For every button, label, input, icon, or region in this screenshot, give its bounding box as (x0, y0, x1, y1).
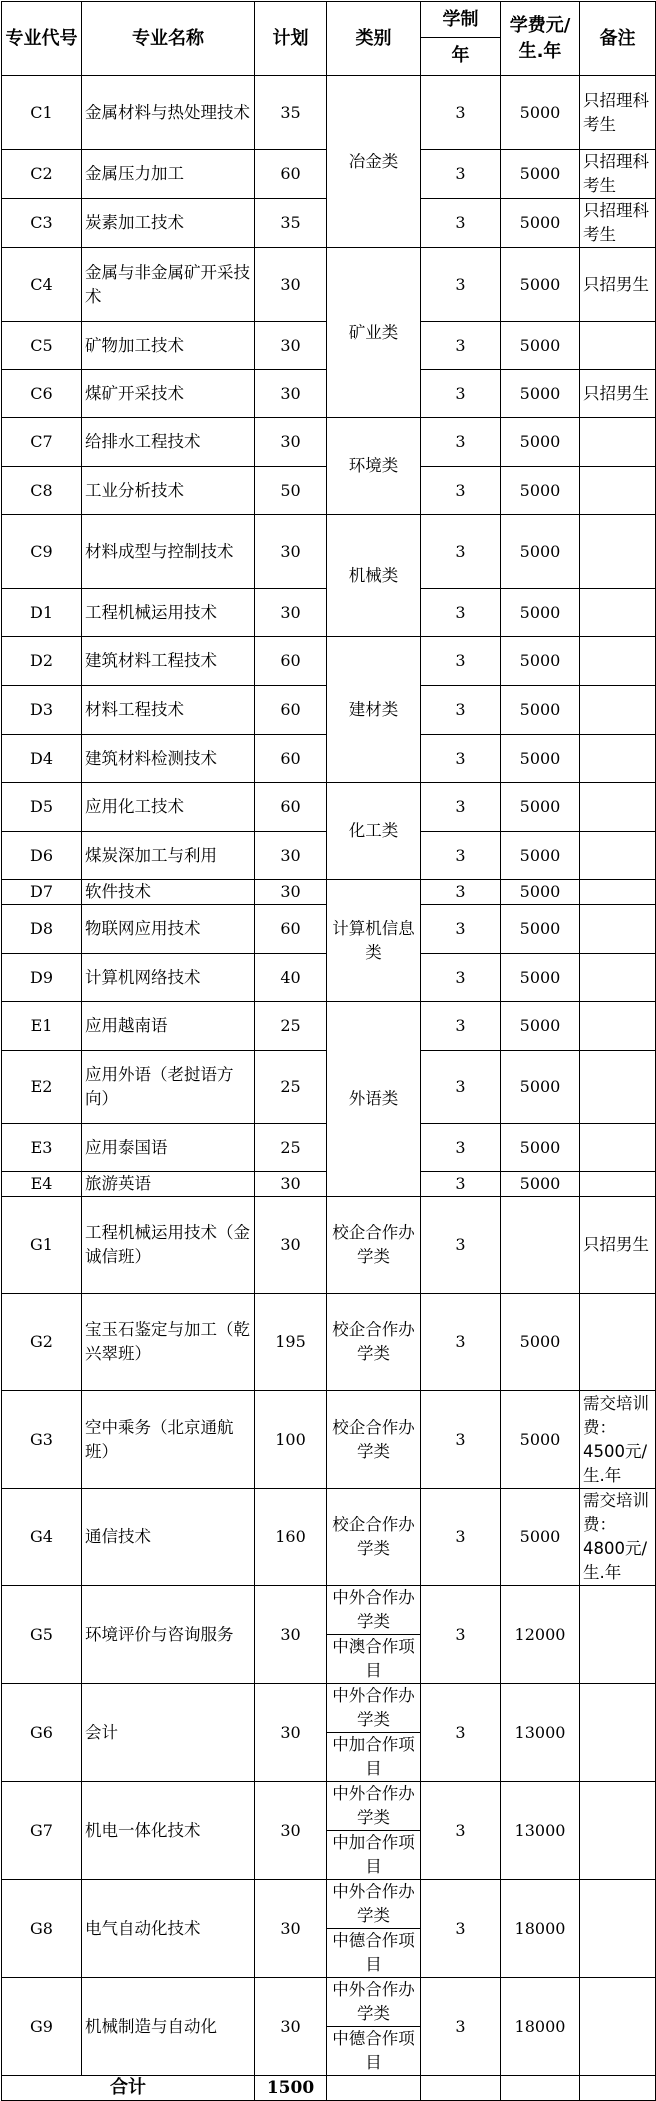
row-years: 3 (421, 783, 501, 832)
row-plan: 30 (255, 1880, 327, 1978)
table-row (2, 1978, 656, 2076)
table-row (2, 1391, 656, 1489)
row-fee: 5000 (501, 1051, 580, 1124)
row-fee: 5000 (501, 1172, 580, 1197)
row-code: D1 (2, 589, 82, 637)
row-name: 应用越南语 (82, 1002, 255, 1051)
row-fee: 5000 (501, 1294, 580, 1391)
category-cell: 建材类 (327, 637, 421, 783)
header-name: 专业名称 (82, 2, 255, 76)
row-years: 3 (421, 832, 501, 880)
row-plan: 30 (255, 1782, 327, 1880)
row-fee: 5000 (501, 515, 580, 589)
row-name: 工业分析技术 (82, 467, 255, 515)
row-plan: 60 (255, 150, 327, 199)
header-code: 专业代号 (2, 2, 82, 76)
row-plan: 60 (255, 905, 327, 954)
total-empty-cell (580, 2076, 656, 2101)
category-cell: 校企合作办学类 (327, 1294, 421, 1391)
category-bottom: 中德合作项目 (327, 2026, 420, 2075)
row-fee: 5000 (501, 637, 580, 686)
row-code: C7 (2, 418, 82, 467)
table-row (2, 880, 656, 905)
row-note (580, 467, 656, 515)
row-name: 煤炭深加工与利用 (82, 832, 255, 880)
header-plan: 计划 (255, 2, 327, 76)
row-name: 旅游英语 (82, 1172, 255, 1197)
row-years: 3 (421, 370, 501, 418)
row-name: 材料成型与控制技术 (82, 515, 255, 589)
row-note (580, 637, 656, 686)
row-plan: 30 (255, 880, 327, 905)
category-bottom: 中加合作项目 (327, 1830, 420, 1879)
row-name: 机电一体化技术 (82, 1782, 255, 1880)
row-code: E2 (2, 1051, 82, 1124)
row-note (580, 1002, 656, 1051)
category-cell (327, 1782, 421, 1880)
row-fee: 5000 (501, 248, 580, 322)
table-row (2, 248, 656, 322)
row-years: 3 (421, 1586, 501, 1684)
header-fee: 学费元/生.年 (501, 2, 580, 76)
row-name: 给排水工程技术 (82, 418, 255, 467)
table-row (2, 1002, 656, 1051)
row-name: 金属与非金属矿开采技术 (82, 248, 255, 322)
row-note (580, 1124, 656, 1172)
row-note (580, 515, 656, 589)
row-years: 3 (421, 467, 501, 515)
row-plan: 60 (255, 783, 327, 832)
header-note: 备注 (580, 2, 656, 76)
row-fee: 5000 (501, 686, 580, 735)
total-value: 1500 (255, 2076, 327, 2101)
row-note: 需交培训费：4800元/生.年 (580, 1489, 656, 1586)
category-cell (327, 1880, 421, 1978)
row-name: 应用化工技术 (82, 783, 255, 832)
row-years: 3 (421, 418, 501, 467)
row-code: E3 (2, 1124, 82, 1172)
row-name: 空中乘务（北京通航班） (82, 1391, 255, 1489)
category-top: 中外合作办学类 (332, 1588, 415, 1631)
table-row (2, 1586, 656, 1684)
row-fee: 12000 (501, 1586, 580, 1684)
row-code: D6 (2, 832, 82, 880)
row-years: 3 (421, 637, 501, 686)
row-note (580, 1294, 656, 1391)
row-years: 3 (421, 905, 501, 954)
row-years: 3 (421, 589, 501, 637)
row-plan: 30 (255, 322, 327, 370)
row-years: 3 (421, 880, 501, 905)
row-years: 3 (421, 1880, 501, 1978)
row-years: 3 (421, 954, 501, 1002)
row-code: G2 (2, 1294, 82, 1391)
row-plan: 30 (255, 832, 327, 880)
category-cell: 校企合作办学类 (327, 1489, 421, 1586)
row-name: 工程机械运用技术 (82, 589, 255, 637)
row-fee: 5000 (501, 1489, 580, 1586)
row-fee: 5000 (501, 76, 580, 150)
table-row (2, 1489, 656, 1586)
row-note (580, 832, 656, 880)
row-code: G4 (2, 1489, 82, 1586)
row-code: G6 (2, 1684, 82, 1782)
row-plan: 35 (255, 76, 327, 150)
row-years: 3 (421, 1124, 501, 1172)
row-years: 3 (421, 76, 501, 150)
row-code: G8 (2, 1880, 82, 1978)
row-name: 通信技术 (82, 1489, 255, 1586)
row-name: 工程机械运用技术（金诚信班） (82, 1197, 255, 1294)
table-row (2, 1880, 656, 1978)
row-name: 建筑材料检测技术 (82, 735, 255, 783)
row-note: 只招男生 (580, 248, 656, 322)
header-years-line1: 学制 (421, 3, 500, 38)
table-row (2, 418, 656, 467)
table-row (2, 783, 656, 832)
row-note (580, 783, 656, 832)
row-name: 电气自动化技术 (82, 1880, 255, 1978)
row-name: 计算机网络技术 (82, 954, 255, 1002)
table-row (2, 515, 656, 589)
category-cell (327, 1978, 421, 2076)
row-note (580, 1051, 656, 1124)
row-note (580, 418, 656, 467)
row-note: 只招男生 (580, 370, 656, 418)
total-empty-cell (327, 2076, 421, 2101)
row-plan: 30 (255, 370, 327, 418)
header-row (2, 2, 656, 76)
row-note: 只招理科考生 (580, 199, 656, 248)
row-code: C5 (2, 322, 82, 370)
row-fee: 5000 (501, 954, 580, 1002)
row-code: D9 (2, 954, 82, 1002)
row-plan: 160 (255, 1489, 327, 1586)
category-cell: 校企合作办学类 (327, 1391, 421, 1489)
row-fee: 5000 (501, 589, 580, 637)
row-fee (501, 1197, 580, 1294)
row-code: C8 (2, 467, 82, 515)
row-fee: 5000 (501, 1391, 580, 1489)
row-note: 只招理科考生 (580, 150, 656, 199)
row-fee: 5000 (501, 150, 580, 199)
row-fee: 13000 (501, 1684, 580, 1782)
total-label: 合计 (2, 2076, 255, 2101)
row-code: C1 (2, 76, 82, 150)
row-name: 矿物加工技术 (82, 322, 255, 370)
row-years: 3 (421, 1172, 501, 1197)
row-code: G5 (2, 1586, 82, 1684)
row-years: 3 (421, 515, 501, 589)
row-note: 需交培训费：4500元/生.年 (580, 1391, 656, 1489)
row-years: 3 (421, 1051, 501, 1124)
row-plan: 25 (255, 1124, 327, 1172)
row-plan: 25 (255, 1051, 327, 1124)
row-years: 3 (421, 199, 501, 248)
row-plan: 30 (255, 248, 327, 322)
row-plan: 30 (255, 1172, 327, 1197)
row-fee: 5000 (501, 1002, 580, 1051)
header-years (421, 2, 501, 76)
header-years-line2: 年 (451, 45, 470, 66)
row-code: G3 (2, 1391, 82, 1489)
category-cell: 计算机信息类 (327, 880, 421, 1002)
category-cell: 外语类 (327, 1002, 421, 1197)
row-fee: 18000 (501, 1978, 580, 2076)
total-empty-cell (421, 2076, 501, 2101)
category-top: 中外合作办学类 (332, 1980, 415, 2023)
row-plan: 195 (255, 1294, 327, 1391)
row-fee: 5000 (501, 832, 580, 880)
row-name: 机械制造与自动化 (82, 1978, 255, 2076)
row-plan: 25 (255, 1002, 327, 1051)
row-plan: 30 (255, 1978, 327, 2076)
row-years: 3 (421, 1294, 501, 1391)
row-plan: 30 (255, 1684, 327, 1782)
row-years: 3 (421, 1391, 501, 1489)
table-row (2, 1294, 656, 1391)
row-plan: 100 (255, 1391, 327, 1489)
table-row (2, 1684, 656, 1782)
row-note (580, 1978, 656, 2076)
row-fee: 5000 (501, 735, 580, 783)
row-note: 只招男生 (580, 1197, 656, 1294)
row-code: D8 (2, 905, 82, 954)
row-code: C6 (2, 370, 82, 418)
category-cell (327, 1684, 421, 1782)
row-name: 会计 (82, 1684, 255, 1782)
row-fee: 5000 (501, 467, 580, 515)
row-code: G9 (2, 1978, 82, 2076)
row-plan: 60 (255, 686, 327, 735)
row-name: 煤矿开采技术 (82, 370, 255, 418)
row-note (580, 954, 656, 1002)
row-name: 金属材料与热处理技术 (82, 76, 255, 150)
category-bottom: 中德合作项目 (327, 1928, 420, 1977)
row-code: C4 (2, 248, 82, 322)
row-code: C3 (2, 199, 82, 248)
row-fee: 13000 (501, 1782, 580, 1880)
row-code: D5 (2, 783, 82, 832)
category-cell (327, 1586, 421, 1684)
row-note (580, 735, 656, 783)
table-row (2, 1197, 656, 1294)
category-cell: 环境类 (327, 418, 421, 515)
row-fee: 5000 (501, 418, 580, 467)
row-code: C2 (2, 150, 82, 199)
row-years: 3 (421, 1978, 501, 2076)
row-note (580, 1586, 656, 1684)
row-years: 3 (421, 1197, 501, 1294)
row-years: 3 (421, 1489, 501, 1586)
row-plan: 30 (255, 1586, 327, 1684)
row-code: D4 (2, 735, 82, 783)
row-note (580, 880, 656, 905)
row-code: D7 (2, 880, 82, 905)
table-row (2, 637, 656, 686)
row-years: 3 (421, 735, 501, 783)
row-plan: 30 (255, 589, 327, 637)
row-fee: 5000 (501, 880, 580, 905)
row-note (580, 1782, 656, 1880)
row-years: 3 (421, 322, 501, 370)
total-row (2, 2076, 656, 2101)
category-bottom: 中澳合作项目 (327, 1634, 420, 1683)
row-plan: 30 (255, 418, 327, 467)
category-cell: 校企合作办学类 (327, 1197, 421, 1294)
category-top: 中外合作办学类 (332, 1882, 415, 1925)
row-name: 应用泰国语 (82, 1124, 255, 1172)
row-plan: 35 (255, 199, 327, 248)
row-plan: 30 (255, 1197, 327, 1294)
row-note (580, 686, 656, 735)
category-top: 中外合作办学类 (332, 1686, 415, 1729)
row-code: D2 (2, 637, 82, 686)
row-plan: 60 (255, 637, 327, 686)
row-fee: 5000 (501, 370, 580, 418)
row-fee: 5000 (501, 199, 580, 248)
category-cell: 机械类 (327, 515, 421, 637)
row-plan: 50 (255, 467, 327, 515)
row-name: 材料工程技术 (82, 686, 255, 735)
row-years: 3 (421, 1002, 501, 1051)
row-note (580, 1880, 656, 1978)
row-note (580, 1684, 656, 1782)
row-years: 3 (421, 248, 501, 322)
row-name: 炭素加工技术 (82, 199, 255, 248)
row-plan: 30 (255, 515, 327, 589)
row-note: 只招理科考生 (580, 76, 656, 150)
row-plan: 60 (255, 735, 327, 783)
row-note (580, 1172, 656, 1197)
total-empty-cell (501, 2076, 580, 2101)
row-name: 建筑材料工程技术 (82, 637, 255, 686)
row-fee: 5000 (501, 905, 580, 954)
row-code: E1 (2, 1002, 82, 1051)
row-fee: 18000 (501, 1880, 580, 1978)
row-years: 3 (421, 150, 501, 199)
row-years: 3 (421, 1684, 501, 1782)
row-name: 应用外语（老挝语方向） (82, 1051, 255, 1124)
category-top: 中外合作办学类 (332, 1784, 415, 1827)
row-code: D3 (2, 686, 82, 735)
row-name: 物联网应用技术 (82, 905, 255, 954)
category-cell: 化工类 (327, 783, 421, 880)
row-note (580, 589, 656, 637)
row-name: 宝玉石鉴定与加工（乾兴翠班） (82, 1294, 255, 1391)
row-code: G1 (2, 1197, 82, 1294)
row-years: 3 (421, 686, 501, 735)
enrollment-plan-table (1, 1, 656, 2101)
row-fee: 5000 (501, 322, 580, 370)
row-name: 环境评价与咨询服务 (82, 1586, 255, 1684)
row-name: 金属压力加工 (82, 150, 255, 199)
row-fee: 5000 (501, 783, 580, 832)
row-plan: 40 (255, 954, 327, 1002)
table-row (2, 1782, 656, 1880)
row-fee: 5000 (501, 1124, 580, 1172)
category-cell: 矿业类 (327, 248, 421, 418)
row-name: 软件技术 (82, 880, 255, 905)
row-code: E4 (2, 1172, 82, 1197)
row-note (580, 905, 656, 954)
row-years: 3 (421, 1782, 501, 1880)
header-category: 类别 (327, 2, 421, 76)
row-code: G7 (2, 1782, 82, 1880)
row-code: C9 (2, 515, 82, 589)
category-cell: 冶金类 (327, 76, 421, 248)
category-bottom: 中加合作项目 (327, 1732, 420, 1781)
table-row (2, 76, 656, 150)
row-note (580, 322, 656, 370)
